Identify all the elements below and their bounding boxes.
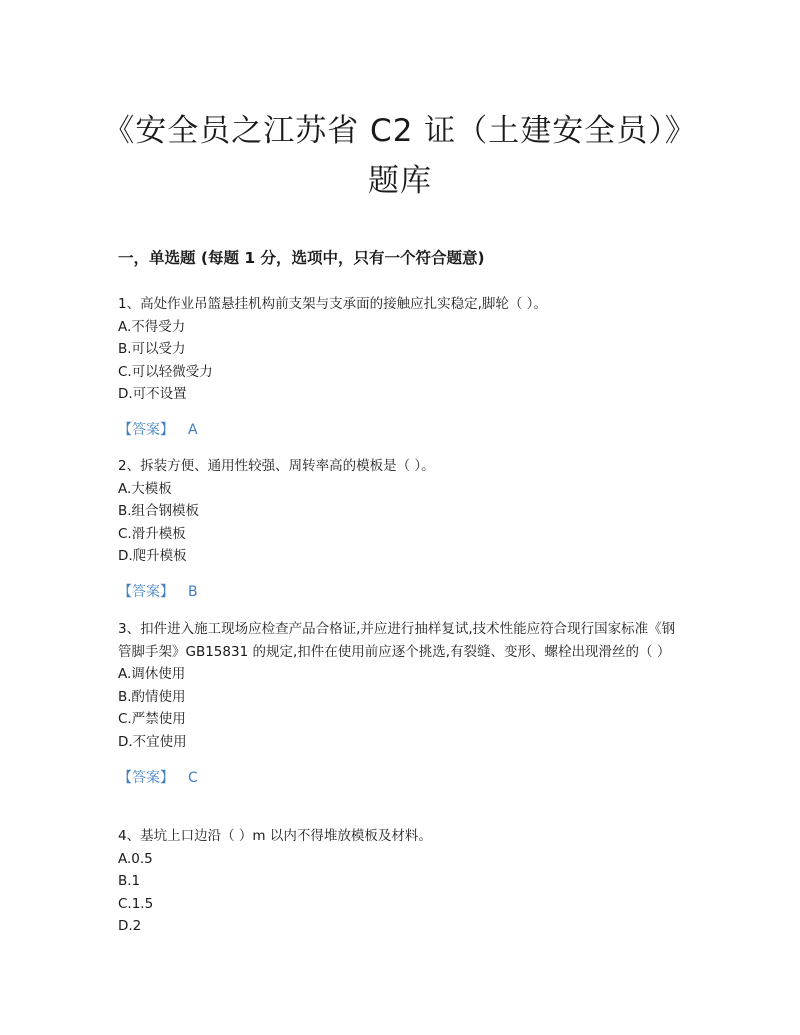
option-b: B.酌情使用 [118,688,186,705]
question-2 [118,455,688,603]
answer-value: A [188,421,198,438]
question-stem: 4、基坑上口边沿（ ）m 以内不得堆放模板及材料。 [118,828,432,844]
option-c: C.可以轻微受力 [118,363,213,380]
question-stem: 2、拆装方便、通用性较强、周转率高的模板是（ ）。 [118,458,435,474]
question-stem: 3、扣件进入施工现场应检查产品合格证,并应进行抽样复试,技术性能应符合现行国家标准《钢管脚手架》GB15831 的规定,扣件在使用前应逐个挑选,有裂缝、变形、螺栓出现滑丝的（ ） [118,621,676,660]
option-b: B.1 [118,873,141,890]
answer-value: C [188,769,198,786]
option-c: C.严禁使用 [118,711,186,728]
answer-label: 【答案】 [118,421,174,438]
question-4 [118,825,688,938]
option-b: B.可以受力 [118,341,186,358]
option-a: A.调休使用 [118,666,186,683]
answer-value: B [188,583,198,600]
option-d: D.可不设置 [118,386,187,403]
option-d: D.2 [118,918,142,935]
option-c: C.1.5 [118,895,154,912]
question-3 [118,618,688,789]
option-b: B.组合钢模板 [118,503,200,520]
document-title: 《安全员之江苏省 C2 证（土建安全员）》题库 [103,113,697,199]
question-1 [118,293,688,441]
answer-line [118,767,688,789]
question-stem: 1、高处作业吊篮悬挂机构前支架与支承面的接触应扎实稳定,脚轮（ ）。 [118,296,547,312]
option-d: D.不宜使用 [118,733,187,750]
answer-line [118,419,688,441]
answer-line [118,581,688,603]
answer-label: 【答案】 [118,769,174,786]
option-d: D.爬升模板 [118,548,187,565]
section-heading: 一，单选题 (每题 1 分，选项中，只有一个符合题意) [118,249,485,267]
option-a: A.不得受力 [118,318,186,335]
option-a: A.0.5 [118,850,153,867]
answer-label: 【答案】 [118,583,174,600]
option-c: C.滑升模板 [118,525,186,542]
option-a: A.大模板 [118,480,172,497]
